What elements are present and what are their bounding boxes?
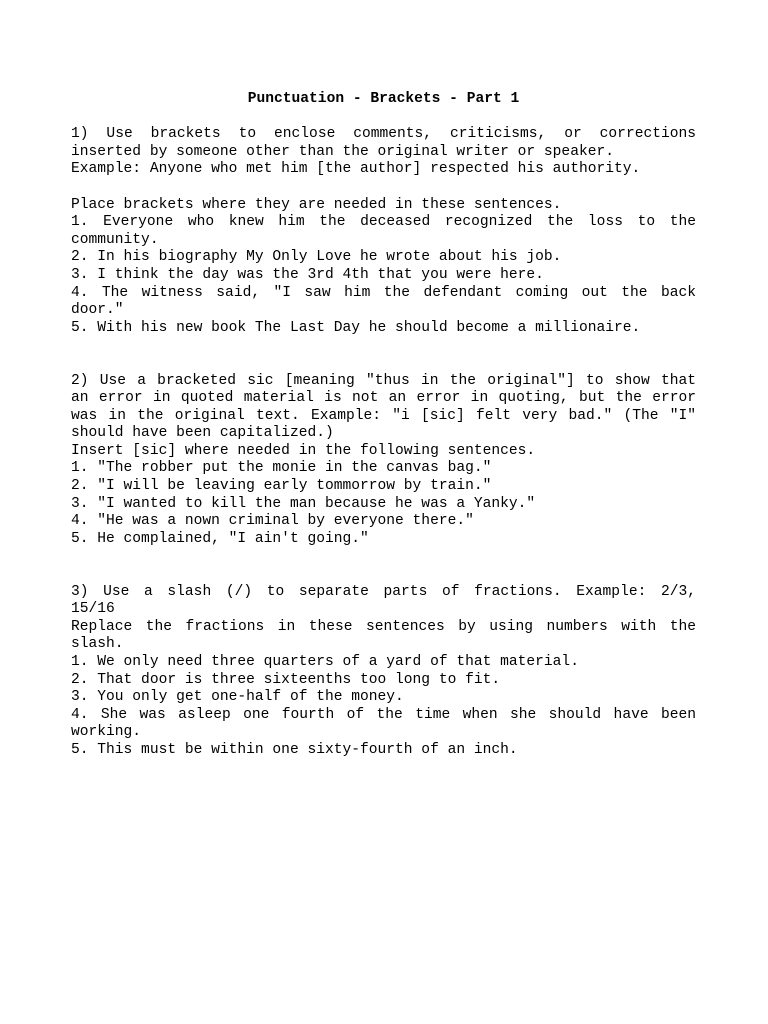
exercise-item: 1. "The robber put the monie in the canvas bag." (71, 460, 492, 477)
section-1-example: Example: Anyone who met him [the author] respected his authority. (71, 161, 641, 178)
section-2-rule-line: should have been capitalized.) (71, 425, 334, 442)
exercise-item-continuation: working. (71, 724, 142, 741)
section-2-instruction: Insert [sic] where needed in the following sentences. (71, 442, 536, 459)
exercise-item: 1. Everyone who knew him the deceased recognized the loss to the (71, 214, 696, 231)
exercise-item: 2. That door is three sixteenths too long to fit. (71, 671, 501, 688)
exercise-item: 5. With his new book The Last Day he should become a millionaire. (71, 319, 641, 336)
exercise-item-continuation: community. (71, 231, 159, 248)
document-page (71, 91, 696, 760)
exercise-item: 2. "I will be leaving early tommorrow by train." (71, 478, 492, 495)
exercise-item: 5. He complained, "I ain't going." (71, 530, 369, 547)
section-2-rule-line: 2) Use a bracketed sic [meaning "thus in the original"] to show that (71, 372, 696, 389)
exercise-item: 5. This must be within one sixty-fourth of an inch. (71, 741, 518, 758)
exercise-item: 4. "He was a nown criminal by everyone there." (71, 513, 474, 530)
exercise-item: 1. We only need three quarters of a yard of that material. (71, 654, 579, 670)
section-2 (71, 373, 696, 549)
exercise-item: 3. "I wanted to kill the man because he was a Yanky." (71, 495, 536, 512)
section-1-rule-line: 1) Use brackets to enclose comments, criticisms, or corrections (71, 126, 696, 143)
exercise-item-continuation: door." (71, 302, 124, 319)
section-2-rule-line: was in the original text. Example: "i [sic] felt very bad." (The "I" (71, 407, 696, 424)
section-1-rule-line: inserted by someone other than the original writer or speaker. (71, 143, 614, 160)
exercise-item: 3. I think the day was the 3rd 4th that you were here. (71, 266, 544, 283)
exercise-item: 3. You only get one-half of the money. (71, 689, 404, 706)
exercise-item: 2. In his biography My Only Love he wrote about his job. (71, 249, 562, 266)
page-title: Punctuation - Brackets - Part 1 (247, 91, 520, 107)
section-3-rule-line: 15/16 (71, 601, 115, 618)
spacer (71, 548, 696, 583)
exercise-item: 4. The witness said, "I saw him the defendant coming out the back (71, 284, 696, 301)
section-3-rule-line: 3) Use a slash (/) to separate parts of fractions. Example: 2/3, (71, 583, 696, 600)
exercise-item: 4. She was asleep one fourth of the time when she should have been (71, 706, 696, 723)
spacer (71, 179, 696, 197)
section-1 (71, 126, 696, 337)
section-3-instruction: slash. (71, 636, 124, 653)
section-3 (71, 584, 696, 760)
section-2-rule-line: an error in quoted material is not an error in quoting, but the error (71, 390, 696, 407)
section-1-instruction: Place brackets where they are needed in these sentences. (71, 196, 562, 213)
spacer (71, 337, 696, 372)
section-3-instruction: Replace the fractions in these sentences by using numbers with the (71, 618, 696, 635)
spacer (71, 109, 696, 127)
